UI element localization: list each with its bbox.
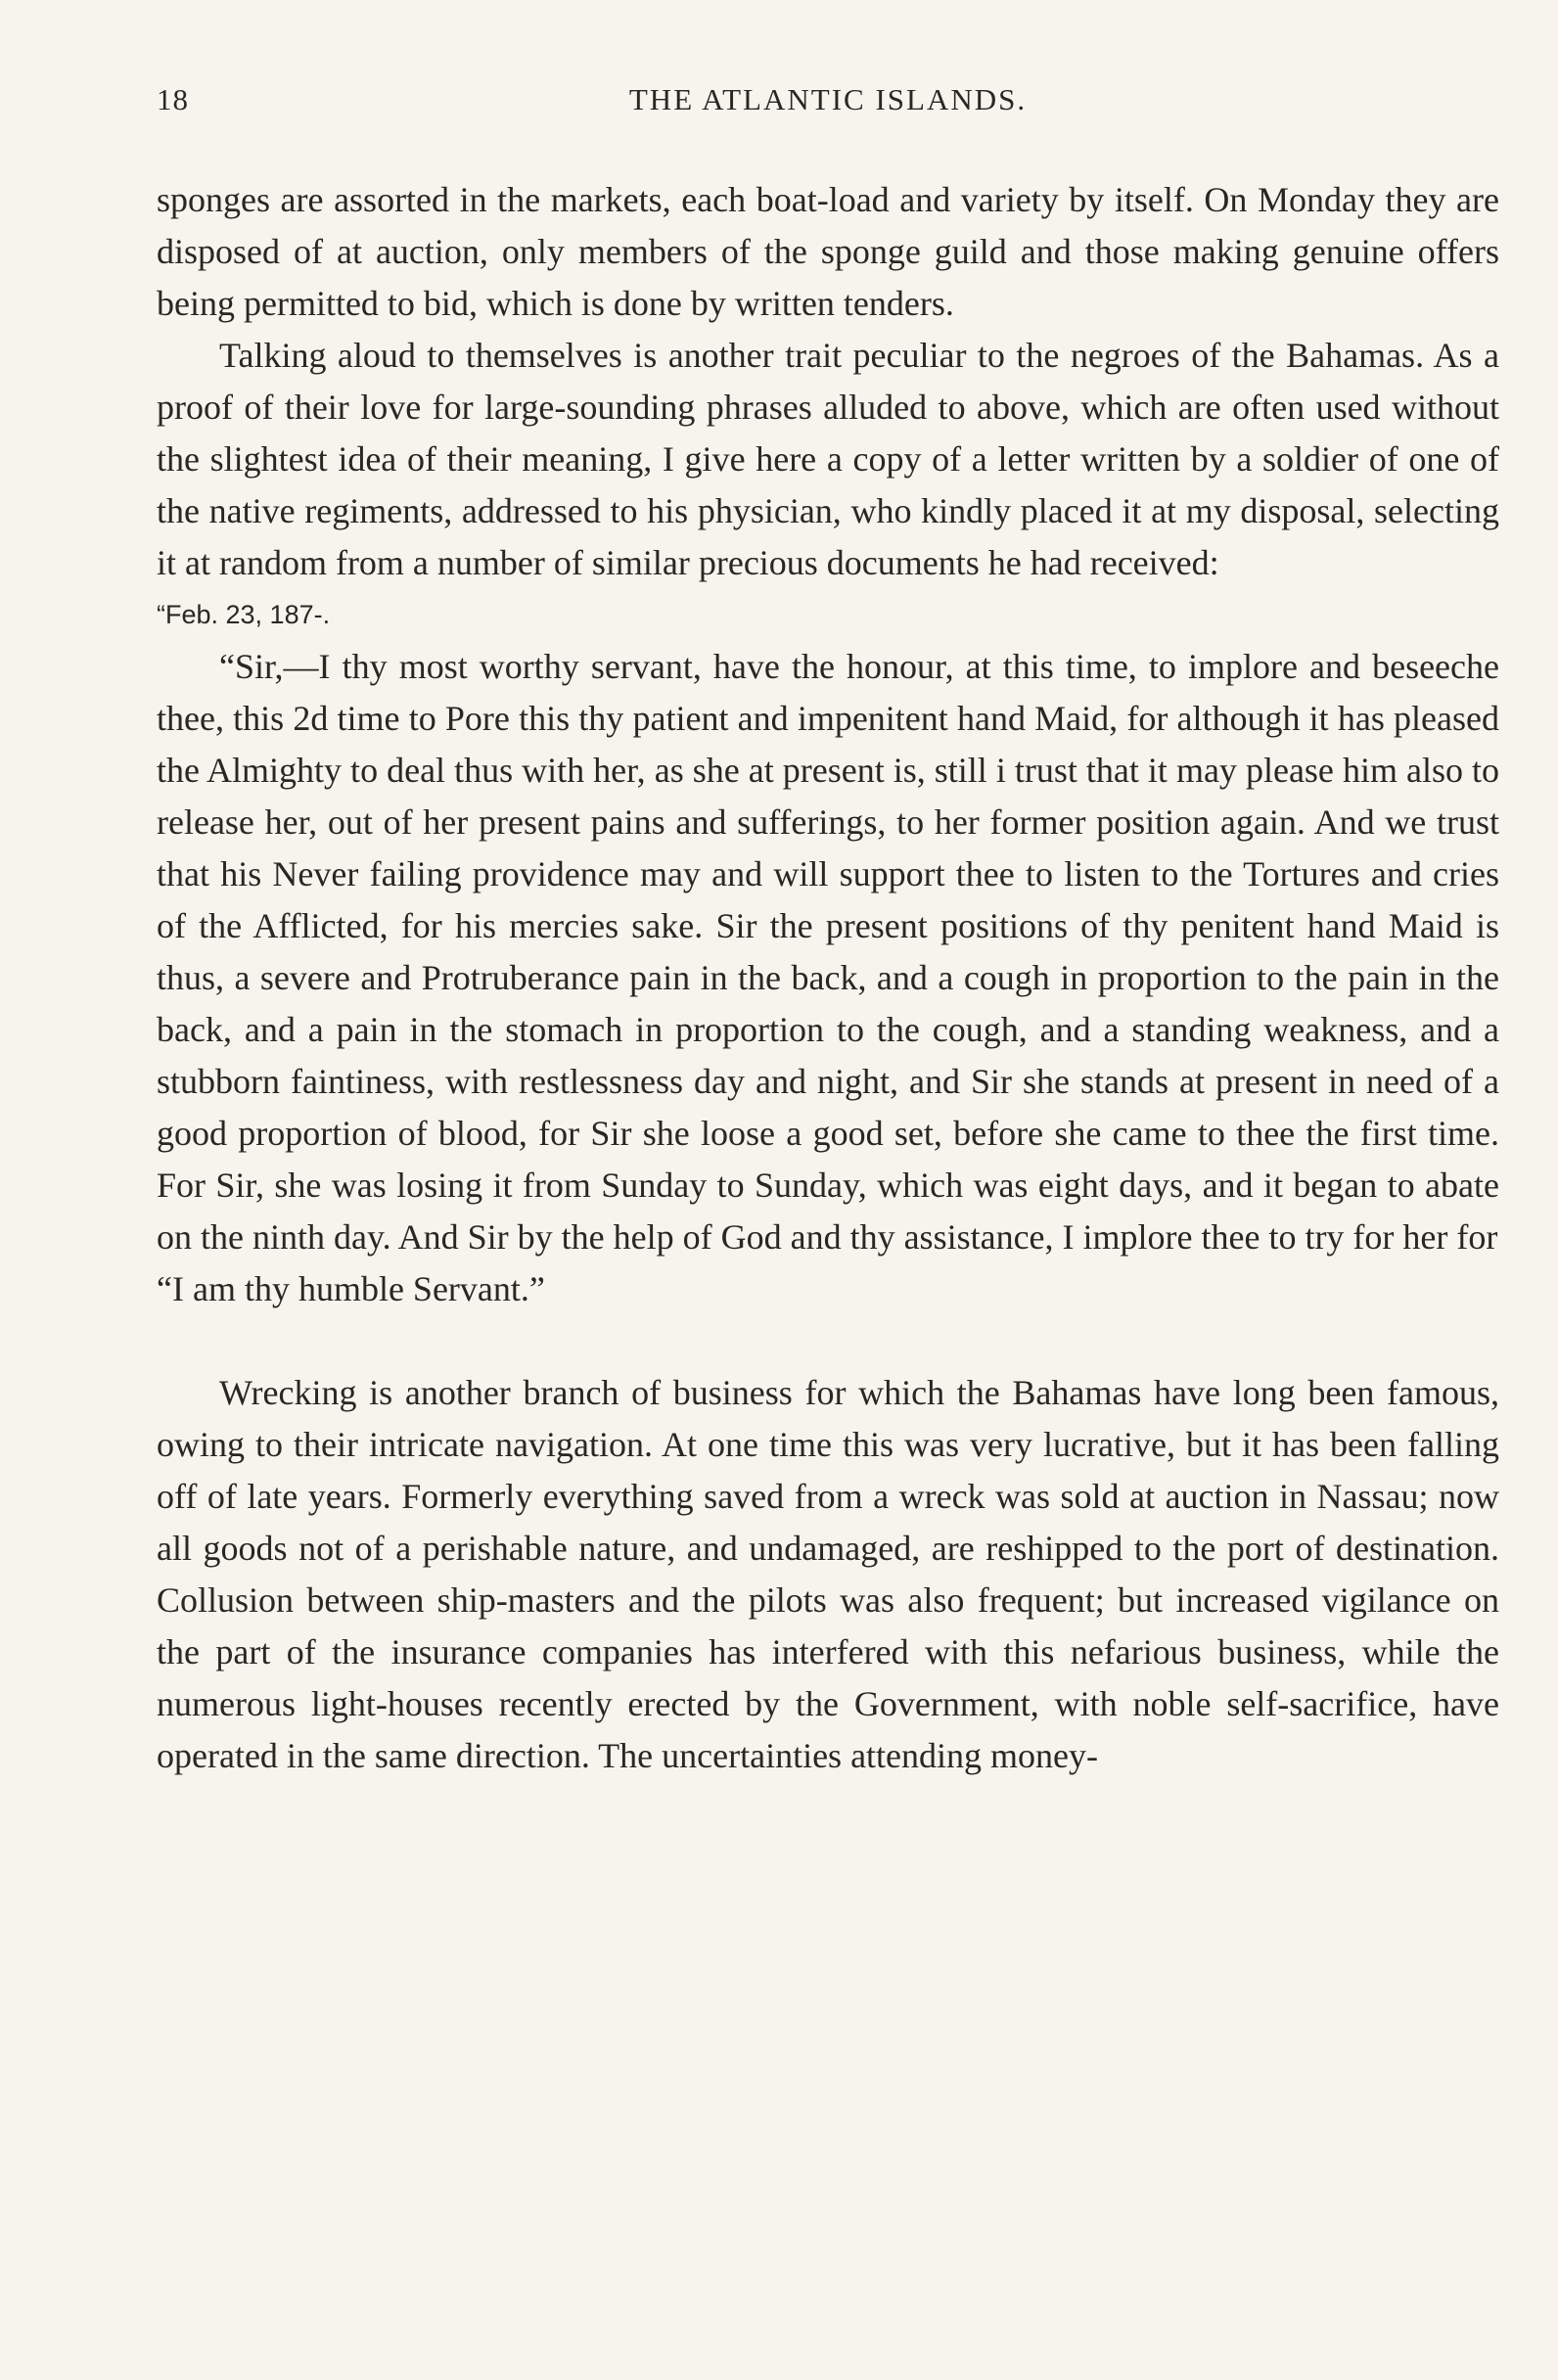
- paragraph-wrecking: Wrecking is another branch of business for which the Bahamas have long been famous, owing to their intricate navigation. At one time this was very lucrative, but it has been falling off of late years. Formerly everything saved from a wreck was sold at auction in Nassau; now all goods not of a perishable nature, and undamaged, are reshipped to the port of destination. Collusion between ship-masters and the pilots was also frequent; but increased vigilance on the part of the insurance companies has interfered with this nefarious business, while the numerous light-houses recently erected by the Government, with noble self-sacrifice, have operated in the same direction. The uncertainties attending money-: [157, 1373, 1499, 1775]
- page-number: 18: [157, 82, 189, 116]
- letter-dateline: “Feb. 23, 187-.: [157, 600, 331, 629]
- letter-body: “Sir,—I thy most worthy servant, have the honour, at this time, to implore and beseeche thee, this 2d time to Pore this thy patient and impenitent hand Maid, for although it has pleased the Almighty to deal thus with her, as she at present is, still i trust that it may please him also to release her, out of her present pains and sufferings, to her former position again. And we trust that his Never failing providence may and will support thee to listen to the Tortures and cries of the Afflicted, for his mercies sake. Sir the present positions of thy penitent hand Maid is thus, a severe and Protruberance pain in the back, and a cough in proportion to the pain in the back, and a pain in the stomach in proportion to the cough, and a standing weakness, and a stubborn faintiness, with restlessness day and night, and Sir she stands at present in need of a good proportion of blood, for Sir she loose a good set, before she came to thee the first time. For Sir, she was losing it from Sunday to Sunday, which was eight days, and it began to abate on the ninth day. And Sir by the help of God and thy assistance, I implore thee to try for her for: [157, 647, 1499, 1257]
- book-page: [157, 82, 1499, 1782]
- paragraph-sponge-auction: sponges are assorted in the markets, each boat-load and variety by itself. On Monday they are disposed of at auction, only members of the sponge guild and those making genuine offers being permitted to bid, which is done by written tenders.: [157, 180, 1499, 323]
- running-title: THE ATLANTIC ISLANDS.: [628, 82, 1028, 116]
- running-head: [157, 82, 1499, 125]
- body-text: [157, 174, 1499, 1782]
- paragraph-talking-aloud: Talking aloud to themselves is another trait peculiar to the negroes of the Bahamas. As a proof of their love for large-sounding phrases alluded to above, which are often used without the slightest idea of their meaning, I give here a copy of a letter written by a soldier of one of the native regiments, addressed to his physician, who kindly placed it at my disposal, selecting it at random from a number of similar precious documents he had received:: [157, 336, 1499, 582]
- letter-signature: “I am thy humble Servant.”: [157, 1269, 545, 1308]
